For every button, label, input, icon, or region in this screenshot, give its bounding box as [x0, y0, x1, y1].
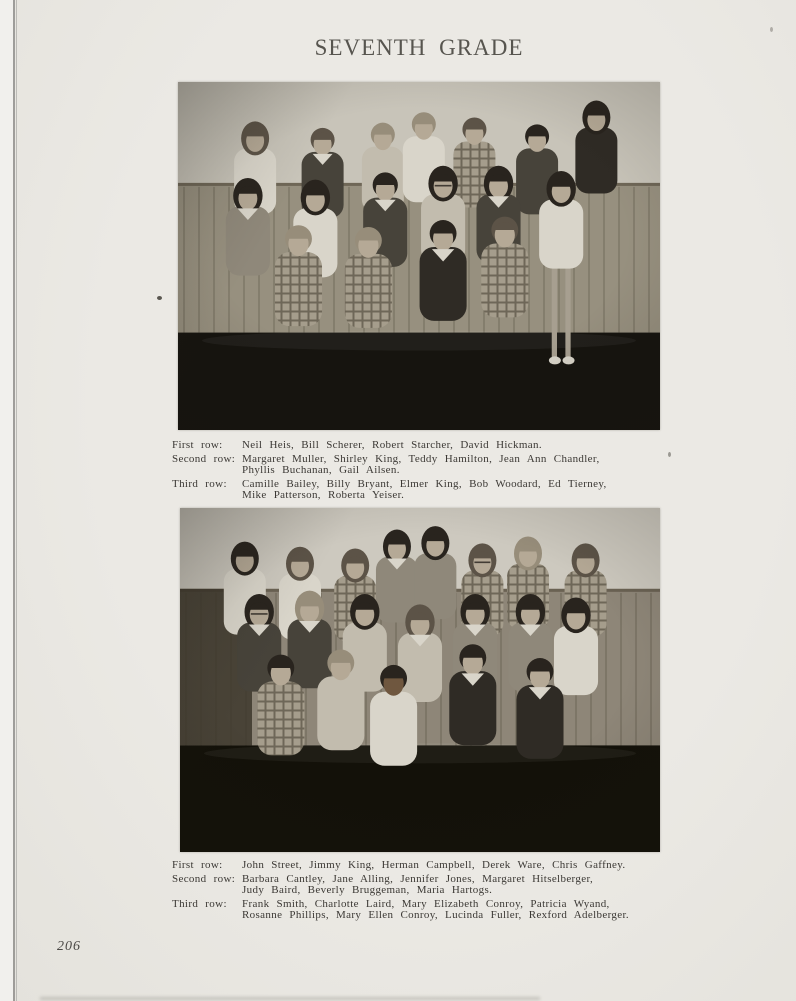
caption-row-label: Second row: — [172, 873, 236, 885]
caption-line: Phyllis Buchanan, Gail Ailsen. — [242, 464, 400, 476]
caption-row-label: Third row: — [172, 898, 227, 910]
ink-speck — [157, 296, 162, 300]
caption-row-names — [242, 874, 677, 896]
caption-row — [172, 899, 677, 921]
caption-row — [172, 440, 677, 451]
caption-row-label: Second row: — [172, 453, 236, 465]
caption-line: Barbara Cantley, Jane Alling, Jennifer Jones, Margaret Hitselberger, — [242, 873, 594, 885]
caption-line: Judy Baird, Beverly Bruggeman, Maria Hartogs. — [242, 884, 493, 896]
page-binding-edge-line — [13, 0, 15, 1001]
caption-line: Neil Heis, Bill Scherer, Robert Starcher, David Hickman. — [242, 439, 542, 451]
caption-row — [172, 860, 677, 871]
ink-speck — [770, 27, 773, 32]
class-photo-top-illustration — [178, 82, 660, 430]
caption-top — [172, 440, 677, 504]
caption-row — [172, 454, 677, 476]
caption-line: Mike Patterson, Roberta Yeiser. — [242, 489, 405, 501]
page-number: 206 — [57, 939, 81, 954]
caption-line: Frank Smith, Charlotte Laird, Mary Elizabeth Conroy, Patricia Wyand, — [242, 898, 610, 910]
caption-row-names — [242, 440, 677, 451]
caption-row-names — [242, 899, 677, 921]
caption-line: Rosanne Phillips, Mary Ellen Conroy, Lucinda Fuller, Rexford Adelberger. — [242, 909, 630, 921]
class-photo-top — [178, 82, 660, 430]
caption-row-label: First row: — [172, 859, 223, 871]
page-title: SEVENTH GRADE — [314, 35, 524, 60]
caption-row-label: Third row: — [172, 478, 227, 490]
class-photo-bottom — [180, 508, 660, 852]
caption-row — [172, 479, 677, 501]
ink-speck — [668, 452, 671, 457]
caption-line: Margaret Muller, Shirley King, Teddy Hamilton, Jean Ann Chandler, — [242, 453, 600, 465]
caption-row-names — [242, 479, 677, 501]
page-binding-edge-line-light — [16, 0, 17, 1001]
caption-bottom — [172, 860, 677, 924]
class-photo-bottom-illustration — [180, 508, 660, 852]
caption-line: Camille Bailey, Billy Bryant, Elmer King, Bob Woodard, Ed Tierney, — [242, 478, 607, 490]
caption-row-names — [242, 860, 677, 871]
caption-row-label: First row: — [172, 439, 223, 451]
caption-row — [172, 874, 677, 896]
page-left-margin — [0, 0, 13, 1001]
caption-line: John Street, Jimmy King, Herman Campbell, Derek Ware, Chris Gaffney. — [242, 859, 626, 871]
scan-edge-smudge — [40, 997, 540, 1000]
caption-row-names — [242, 454, 677, 476]
